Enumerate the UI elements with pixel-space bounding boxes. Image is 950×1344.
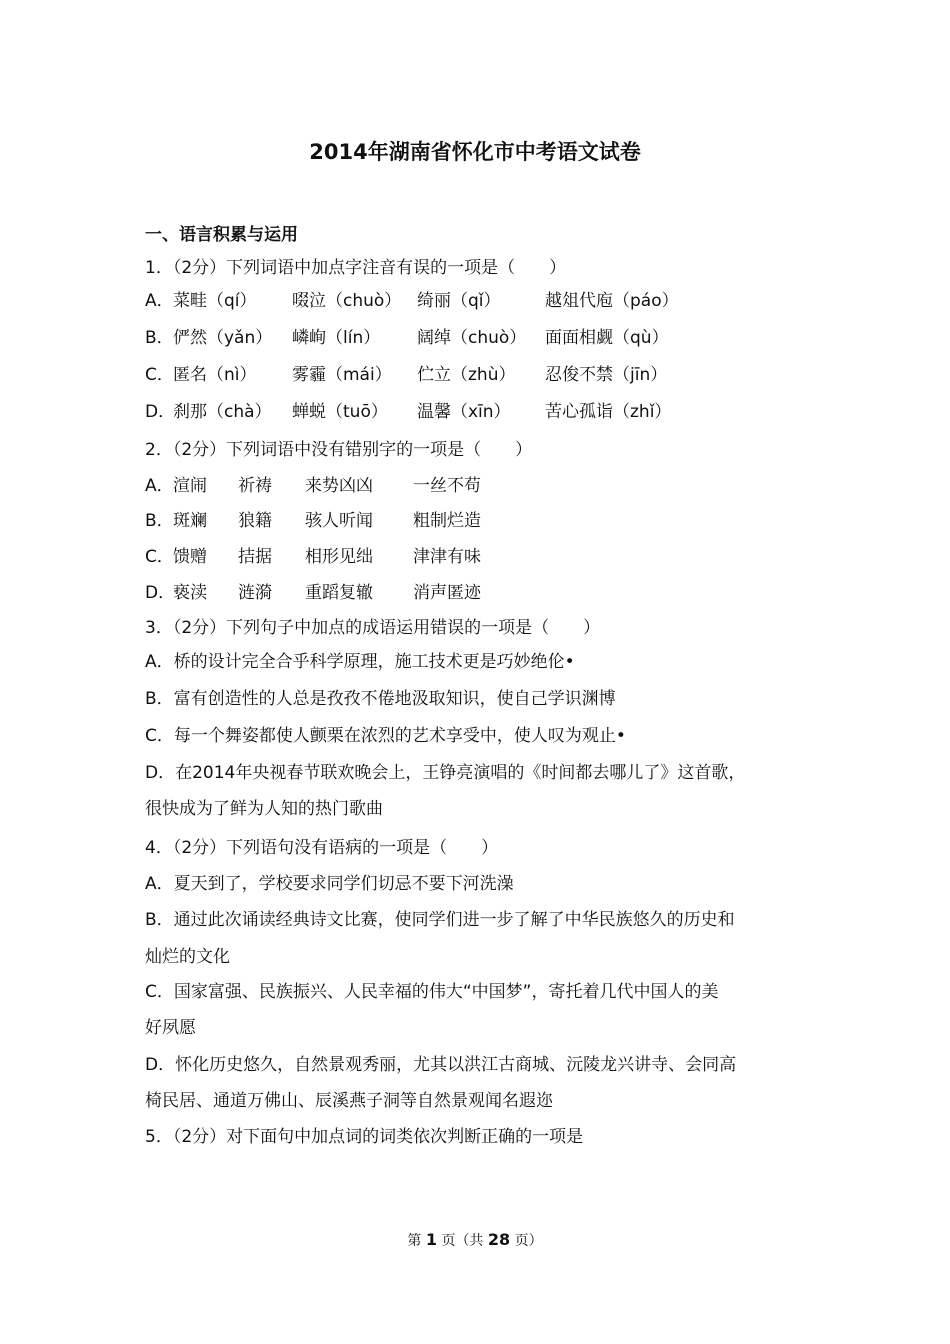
option-item: 忍俊不禁（jīn） bbox=[545, 365, 668, 385]
option-item: 阔绰（chuò） bbox=[417, 328, 527, 348]
option-item: 匿名（nì） bbox=[173, 365, 257, 385]
page-total: 28 bbox=[487, 1230, 511, 1249]
option-item: 津津有味 bbox=[413, 547, 481, 567]
option-item: 涟漪 bbox=[238, 583, 272, 603]
option-item: 刹那（chà） bbox=[173, 402, 272, 422]
option-item: 嶙峋（lín） bbox=[292, 328, 381, 348]
question-stem: 4．（2分）下列语句没有语病的一项是（ ） bbox=[145, 838, 499, 858]
option-item: 伫立（zhù） bbox=[417, 365, 516, 385]
option-text: C．每一个舞姿都使人颤栗在浓烈的艺术享受中，使人叹为观止• bbox=[145, 726, 626, 746]
option-item: 雾霾（mái） bbox=[292, 365, 392, 385]
option-row bbox=[145, 582, 805, 604]
option-text: 椅民居、通道万佛山、辰溪燕子洞等自然景观闻名遐迩 bbox=[145, 1091, 553, 1111]
option-text: 灿烂的文化 bbox=[145, 947, 230, 967]
question-stem: 3．（2分）下列句子中加点的成语运用错误的一项是（ ） bbox=[145, 618, 601, 638]
option-item: 亵渎 bbox=[173, 583, 207, 603]
option-item: 来势凶凶 bbox=[305, 476, 373, 496]
option-row bbox=[145, 327, 805, 349]
page-number: 1 bbox=[425, 1230, 437, 1249]
option-row bbox=[145, 510, 805, 532]
option-label: B． bbox=[145, 328, 174, 348]
option-label: D． bbox=[145, 583, 176, 603]
option-item: 越俎代庖（páo） bbox=[545, 291, 679, 311]
option-item: 俨然（yǎn） bbox=[173, 328, 273, 348]
option-text: B．通过此次诵读经典诗文比赛，使同学们进一步了解了中华民族悠久的历史和 bbox=[145, 910, 735, 930]
option-item: 斑斓 bbox=[173, 511, 207, 531]
option-text: D．在2014年央视春节联欢晚会上，王铮亮演唱的《时间都去哪儿了》这首歌， bbox=[145, 763, 746, 783]
option-text: 很快成为了鲜为人知的热门歌曲 bbox=[145, 799, 383, 819]
option-item: 一丝不苟 bbox=[413, 476, 481, 496]
option-item: 菜畦（qí） bbox=[173, 291, 257, 311]
option-item: 消声匿迹 bbox=[413, 583, 481, 603]
question-stem: 2．（2分）下列词语中没有错别字的一项是（ ） bbox=[145, 440, 533, 460]
option-item: 苦心孤诣（zhǐ） bbox=[545, 402, 672, 422]
option-item: 重蹈复辙 bbox=[305, 583, 373, 603]
option-item: 啜泣（chuò） bbox=[292, 291, 402, 311]
option-item: 温馨（xīn） bbox=[417, 402, 511, 422]
option-item: 渲闹 bbox=[173, 476, 207, 496]
option-item: 拮据 bbox=[238, 547, 272, 567]
section-heading: 一、语言积累与运用 bbox=[145, 225, 298, 245]
option-text: C．国家富强、民族振兴、人民幸福的伟大“中国梦”，寄托着几代中国人的美 bbox=[145, 982, 719, 1002]
option-row bbox=[145, 475, 805, 497]
option-item: 馈赠 bbox=[173, 547, 207, 567]
option-row bbox=[145, 290, 805, 312]
question-stem: 5．（2分）对下面句中加点词的词类依次判断正确的一项是 bbox=[145, 1127, 584, 1147]
option-item: 狼籍 bbox=[238, 511, 272, 531]
option-item: 祈祷 bbox=[238, 476, 272, 496]
option-item: 粗制烂造 bbox=[413, 511, 481, 531]
option-row bbox=[145, 364, 805, 386]
option-text: B．富有创造性的人总是孜孜不倦地汲取知识，使自己学识渊博 bbox=[145, 689, 616, 709]
option-row bbox=[145, 546, 805, 568]
option-text: D．怀化历史悠久，自然景观秀丽，尤其以洪江古商城、沅陵龙兴讲寺、会同高 bbox=[145, 1055, 737, 1075]
option-text: A．桥的设计完全合乎科学原理，施工技术更是巧妙绝伦• bbox=[145, 652, 575, 672]
option-label: C． bbox=[145, 547, 174, 567]
option-item: 相形见绌 bbox=[305, 547, 373, 567]
option-item: 绮丽（qǐ） bbox=[417, 291, 501, 311]
option-label: A． bbox=[145, 476, 174, 496]
option-item: 蝉蜕（tuō） bbox=[292, 402, 388, 422]
page-footer: 第 1 页（共 28 页） bbox=[407, 1230, 543, 1249]
option-text: 好夙愿 bbox=[145, 1018, 196, 1038]
option-label: B． bbox=[145, 511, 174, 531]
option-label: D． bbox=[145, 402, 176, 422]
option-label: C． bbox=[145, 365, 174, 385]
option-item: 骇人听闻 bbox=[305, 511, 373, 531]
question-stem: 1．（2分）下列词语中加点字注音有误的一项是（ ） bbox=[145, 258, 567, 278]
document-title: 2014年湖南省怀化市中考语文试卷 bbox=[309, 140, 641, 164]
option-row bbox=[145, 401, 805, 423]
option-text: A．夏天到了，学校要求同学们切忌不要下河洗澡 bbox=[145, 874, 514, 894]
option-label: A． bbox=[145, 291, 174, 311]
option-item: 面面相觑（qù） bbox=[545, 328, 669, 348]
